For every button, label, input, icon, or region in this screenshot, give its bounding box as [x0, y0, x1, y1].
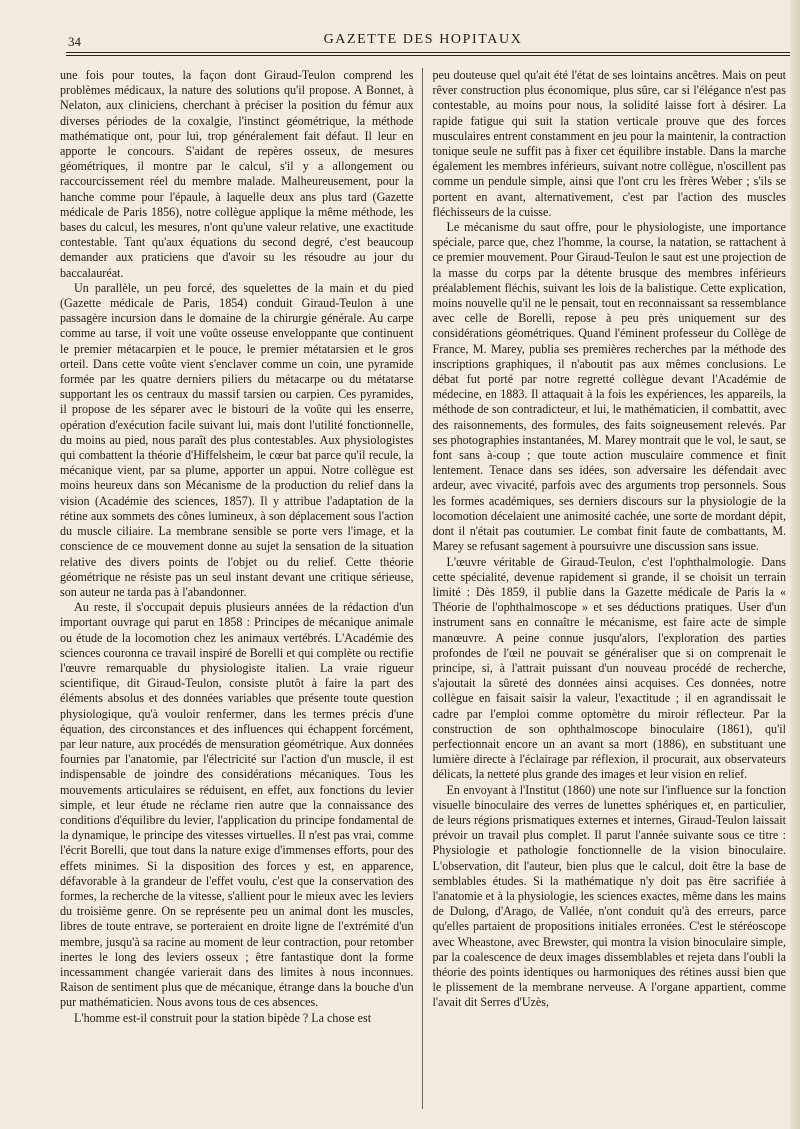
paragraph: Le mécanisme du saut offre, pour le physiologiste, une importance spéciale, parce que, chez l'homme, la course, la natation, se rattachent à ce premier mouvement. Pour Giraud-Teulon le saut est une projection de la masse du corps par la détente brusque des membres inférieurs préalablement fléchis, suivant les lois de la balistique. Cette explication, moins nouvelle qu'il ne le pensait, tout en reconnaissant sa ressemblance avec celle de Borelli, repose à peu près uniquement sur des considérations géométriques. Quand l'éminent professeur du Collège de France, M. Marey, publia ses premières recherches par la méthode des inscriptions graphiques, il n'aboutit pas aux mêmes conclusions. Le débat fut porté par notre regretté collègue devant l'Académie de médecine, en 1883. Il attaquait à la fois les expériences, les appareils, la méthode de son contradicteur, et lui, le mathématicien, il combattit, avec des raisonnements, des formules, des faits soigneusement relevés. Par ses photographies instantanées, M. Marey montrait que le vol, le saut, se font sans à-coup ; que toute action musculaire commence et finit lentement. Tenace dans ses idées, son adversaire les défendait avec ardeur, avec vivacité, parfois avec des arguments trop personnels. Sous les formes académiques, ses derniers discours sur la physiologie de la locomotion décelaient une animosité cachée, une sorte de mordant dépit, dont il n'était pas coutumier. Le combat finit faute de combattants, M. Marey se refusant sagement à poursuivre une discussion sans issue.	[432, 220, 786, 554]
page-number: 34	[68, 34, 81, 49]
header-rule-bottom	[66, 55, 790, 56]
paragraph: peu douteuse quel qu'ait été l'état de ses lointains ancêtres. Mais on peut rêver construction plus économique, plus sûre, car si l'élégance n'est pas contestable, au moins pour nous, la solidité laisse fort à désirer. La rapide fatigue qui suit la station verticale prouve que des forces musculaires entrent constamment en jeu pour la maintenir, la contraction tonique seule ne suffit pas à fixer cet équilibre instable. Dans la marche également les membres inférieurs, suivant notre collègue, n'oscillent pas comme un pendule simple, ainsi que l'ont cru les frères Weber ; s'ils se portent en avant, alternativement, c'est par l'action des muscles fléchisseurs de la cuisse.	[432, 68, 786, 219]
article-body	[60, 68, 786, 1109]
paragraph: une fois pour toutes, la façon dont Giraud-Teulon comprend les problèmes médicaux, la nature des solutions qu'il propose. A Bonnet, à Nelaton, aux cliniciens, cherchant à préciser la position du fémur aux diverses périodes de la coxalgie, l'instinct géométrique, la méthode mathématique ont, pour lui, trop généralement fait défaut. Il leur en apporte le concours. S'aidant de repères osseux, de mesures géométriques, il montre par le calcul, s'il y a allongement ou raccourcissement réel du membre malade. Malheureusement, pour la hanche comme pour l'épaule, à laquelle deux ans plus tard (Gazette médicale de Paris 1856), notre collègue applique la même méthode, les bases du calcul, les mesures, n'ont qu'une valeur relative, une exactitude contestable. Tant qu'aux équations du second degré, c'est beaucoup demander aux praticiens que d'avoir su les résoudre au jour du baccalauréat.	[60, 68, 414, 280]
right-column	[422, 68, 787, 1109]
paragraph: En envoyant à l'Institut (1860) une note sur l'influence sur la fonction visuelle binoculaire des verres de lunettes sphériques et, en particulier, de leurs régions prismatiques externes et internes, Giraud-Teulon laissait prévoir un travail plus complet. Il parut l'année suivante sous ce titre : Physiologie et pathologie fonctionnelle de la vision binoculaire. L'observation, dit l'auteur, bien plus que le calcul, doit être la base de semblables études. Si la mathématique n'y doit pas être sacrifiée à l'anatomie et à la physiologie, les sciences exactes, même dans les mains de Dulong, d'Arago, de Vallée, n'ont conduit qu'à des erreurs, parce qu'elles partaient de propositions initiales erronées. C'est le stéréoscope avec Wheastone, avec Brewster, qui montra la vision binoculaire simple, par la coalescence de deux images dissemblables et rejeta dans l'oubli la théorie des points identiques ou harmoniques des rétines aussi bien que le plissement de la membrane nerveuse. A l'organe appartient, comme l'avait dit Serres d'Uzès,	[432, 782, 786, 1010]
paragraph: L'homme est-il construit pour la station bipède ? La chose est	[74, 1010, 372, 1025]
page-header	[60, 28, 786, 50]
paragraph: Un parallèle, un peu forcé, des squelettes de la main et du pied (Gazette médicale de Paris, 1854) conduit Giraud-Teulon à une passagère incursion dans le domaine de la chirurgie générale. Au carpe comme au tarse, il voit une voûte osseuse enveloppante que continuent le premier métacarpien et le pouce, le premier métatarsien et le gros orteil. Dans cette voûte vient s'enclaver comme un coin, une pyramide formée par les quatre derniers piliers du métacarpe ou du métatarse supportant les os centraux du massif tarsien ou carpien. Ces pyramides, il propose de les séparer avec le bistouri de la voûte qui les enserre, opération d'exécution facile suivant lui, mais dont l'utilité fonctionnelle, du moins au pied, nous paraît des plus contestables. Aux physiologistes qui combattent la théorie d'Hiffelsheim, le cœur bat parce qu'il recule, la mécanique vient, par sa plume, apporter un appui. Notre collègue est moins heureux dans son Mécanisme de la production du relief dans la vision (Académie des sciences, 1857). Il y attribue l'adaptation de la rétine aux sommets des cônes lumineux, à son déplacement sous l'action du muscle ciliaire. La membrane sensible se porte vers l'image, et la conscience de ce mouvement donne au sujet la sensation de la situation relative des divers points de l'objet ou du relief. Cette théorie géométrique ne résiste pas un seul instant devant une critique sérieuse, son auteur ne tarda pas à l'abandonner.	[60, 280, 414, 599]
paragraph: Au reste, il s'occupait depuis plusieurs années de la rédaction d'un important ouvrage qui parut en 1858 : Principes de mécanique animale ou étude de la locomotion chez les animaux vertébrés. L'Académie des sciences couronna ce travail inspiré de Borelli et qui complète ou rectifie l'œuvre remarquable du physiologiste italien. La vraie rigueur scientifique, dit Giraud-Teulon, consiste plutôt à faire la part des éléments absolus et des données variables que présente toute question physiologique, qu'à vouloir renfermer, dans les termes précis d'une équation, des circonstances et des influences qui échappent forcément, par leur nature, aux procédés de mensuration géométrique. Aux données fournies par l'anatomie, par l'électricité sur l'action d'un muscle, il est indispensable de joindre des considérations mécaniques. Tous les mouvements articulaires se réduisent, en effet, aux fonctions du levier simple, et leur étude ne réclame rien autre que la connaissance des conditions d'équilibre du levier, l'application du principe fondamental de la dynamique, le principe des vitesses virtuelles. Il n'est pas vrai, comme l'écrit Borelli, que tout dans la nature exige d'immenses efforts, pour des effets minimes. Si la disposition des forces y est, en apparence, défavorable à la grandeur de l'effet voulu, c'est que la conservation des formes, la recherche de la vitesse, s'allient pour le mieux avec les leviers du troisième genre. On se représente peu un animal dont les muscles, libres de toute entrave, se porteraient en droite ligne de l'extrémité d'un membre, jusqu'à sa racine au moment de leur contraction, pour retomber inertes le long des leviers osseux ; être fantastique dont la forme incessamment changée varierait dans des limites à nous inconnues. Raison de sentiment plus que de mécanique, étrange dans la bouche d'un pur mathématicien. Nous avons tous de ces absences.	[60, 600, 414, 1010]
page-edge-shadow	[790, 0, 800, 1129]
left-column	[60, 68, 422, 1109]
paragraph: L'œuvre véritable de Giraud-Teulon, c'est l'ophthalmologie. Dans cette spécialité, devenue rapidement si grande, il se choisit un terrain limité : Dès 1859, il publie dans la Gazette médicale de Paris la « Théorie de l'ophthalmoscope » et ses déductions pratiques. User d'un instrument sans en connaître le mécanisme, est faire acte de simple manœuvre. A peine connue jusqu'alors, l'exploration des parties profondes de l'œil ne pouvait se généraliser que si on comprenait le principe, si, à l'attrait puissant d'un nouveau procédé de recherche, s'ajoutait la sûreté des données ainsi acquises. Ces données, notre collègue en faisait saisir la valeur, l'exactitude ; il en agrandissait le cadre par l'emploi comme optomètre du miroir réflecteur. Par la construction de son ophthalmoscope binoculaire (1861), qu'il perfectionnait encore un an avant sa mort (1886), en substituant une lumière directe à l'éclairage par réflexion, il procurait, aux observateurs délicats, la netteté plus grande des images et leur vision en relief.	[432, 554, 786, 782]
header-rule-top	[66, 52, 790, 53]
journal-title: GAZETTE DES HOPITAUX	[323, 32, 523, 47]
